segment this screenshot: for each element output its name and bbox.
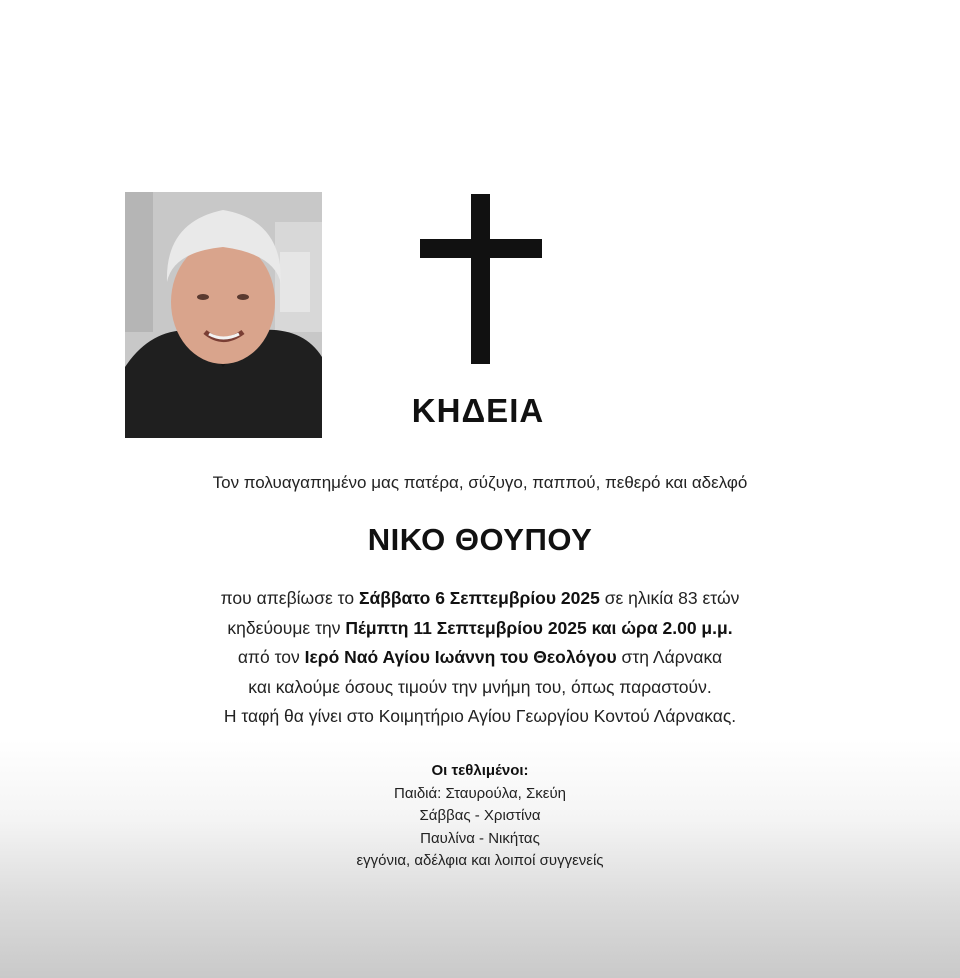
deceased-name: ΝΙΚΟ ΘΟΥΠΟΥ (367, 522, 593, 557)
church-location: στη Λάρνακα (616, 647, 723, 667)
funeral-heading: ΚΗΔΕΙΑ (411, 392, 545, 429)
mourners-line: εγγόνια, αδέλφια και λοιποί συγγενείς (356, 852, 604, 869)
invitation-line: και καλούμε όσους τιμούν την μνήμη του, όπως παραστούν. (248, 676, 712, 697)
funeral-date-prefix: κηδεύουμε την (227, 617, 346, 638)
mourners-block (0, 760, 960, 873)
death-date: Σάββατο 6 Σεπτεμβρίου 2025 (358, 588, 600, 608)
deceased-portrait-photo (125, 192, 322, 438)
mourners-title: Οι τεθλιμένοι: (431, 762, 529, 779)
cross-icon (420, 194, 542, 364)
church-line (0, 643, 960, 673)
church-prefix: από τον (237, 647, 305, 667)
cross-vertical-bar (471, 194, 490, 364)
portrait-illustration (125, 192, 322, 438)
death-date-line (0, 584, 960, 614)
cross-horizontal-bar (420, 239, 542, 258)
mourners-line: Παιδιά: Σταυρούλα, Σκεύη (393, 784, 567, 802)
mourners-line: Παυλίνα - Νικήτας (420, 829, 540, 847)
burial-line: Η ταφή θα γίνει στο Κοιμητήριο Αγίου Γεωργίου Κοντού Λάρνακας. (223, 706, 737, 726)
announcement-body (0, 584, 960, 732)
funeral-date-line (0, 614, 960, 644)
church-name: Ιερό Ναό Αγίου Ιωάννη του Θεολόγου (304, 647, 617, 667)
funeral-date-time: Πέμπτη 11 Σεπτεμβρίου 2025 και ώρα 2.00 μ.μ. (345, 617, 733, 638)
intro-text: Τον πολυαγαπημένο μας πατέρα, σύζυγο, παππού, πεθερό και αδελφό (212, 473, 748, 492)
age-text: σε ηλικία 83 ετών (599, 588, 740, 608)
death-date-prefix: που απεβίωσε το (220, 588, 359, 608)
mourners-line: Σάββας - Χριστίνα (419, 807, 541, 824)
